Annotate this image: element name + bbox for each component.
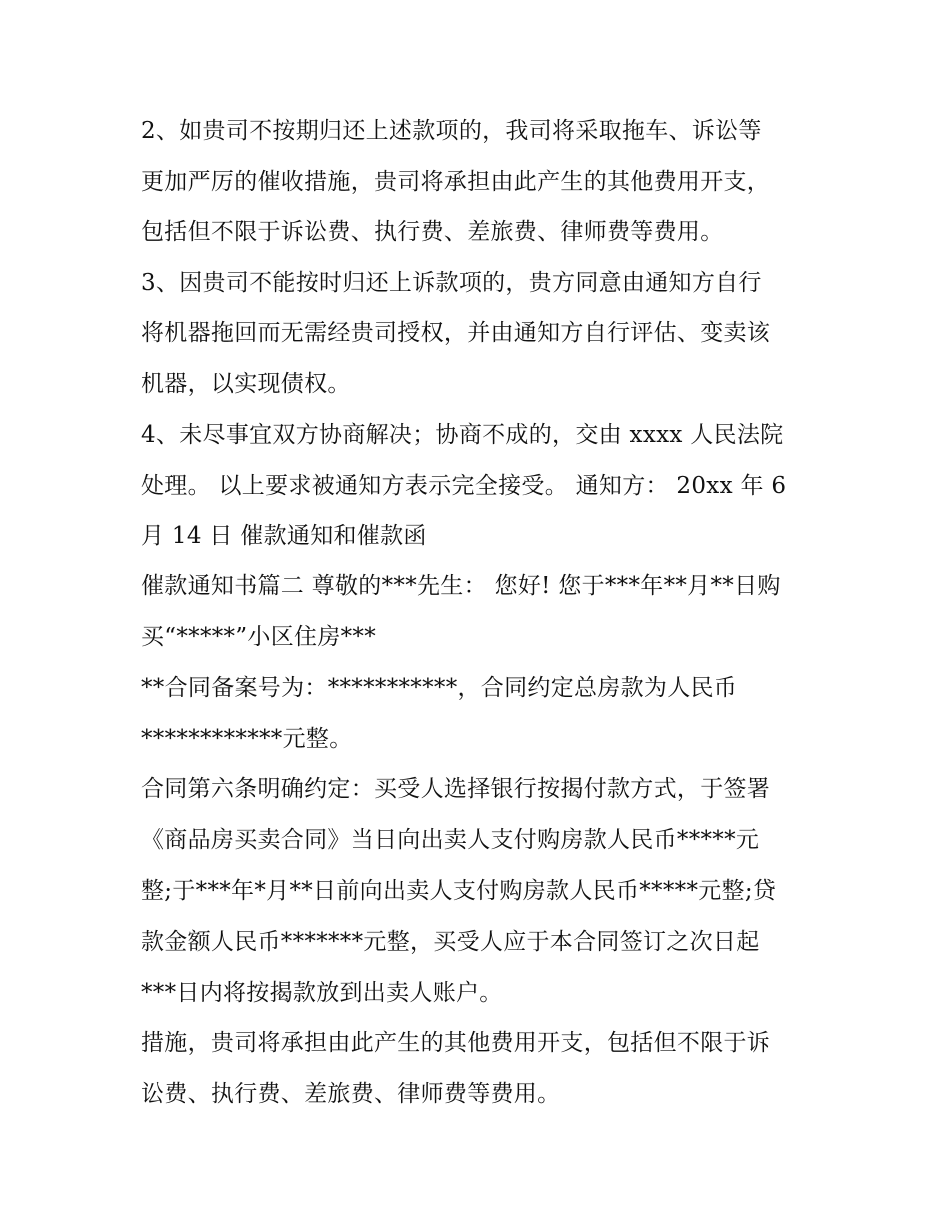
text-line: 款金额人民币*******元整，买受人应于本合同签订之次日起: [141, 929, 760, 955]
text-line: 整;于***年*月**日前向出卖人支付购房款人民币*****元整;贷: [141, 878, 777, 904]
text-line: 催款通知书篇二 尊敬的***先生： 您好! 您于***年**月**日购: [141, 573, 781, 599]
text-line: 机器，以实现债权。: [141, 371, 351, 397]
text-line: 合同第六条明确约定：买受人选择银行按揭付款方式，于签署: [141, 776, 771, 802]
text-line: ***日内将按揭款放到出卖人账户。: [141, 980, 503, 1006]
text-line: 《商品房买卖合同》当日向出卖人支付购房款人民币*****元: [141, 827, 760, 853]
text-line: 买“*****”小区住房***: [141, 624, 377, 650]
text-line: 处理。 以上要求被通知方表示完全接受。 通知方： 20xx 年 6: [141, 473, 787, 499]
text-line: 更加严厉的催收措施，贵司将承担由此产生的其他费用开支，: [141, 169, 771, 195]
text-line: 2、如贵司不按期归还上述款项的，我司将采取拖车、诉讼等: [141, 118, 762, 144]
text-line: 月 14 日 催款通知和催款函: [141, 523, 427, 549]
text-line: **合同备案号为：***********，合同约定总房款为人民币: [141, 675, 738, 701]
text-line: 措施，贵司将承担由此产生的其他费用开支，包括但不限于诉: [141, 1030, 771, 1056]
text-line: ************元整。: [141, 726, 353, 752]
text-line: 将机器拖回而无需经贵司授权，并由通知方自行评估、变卖该: [141, 320, 771, 346]
text-line: 3、因贵司不能按时归还上诉款项的，贵方同意由通知方自行: [141, 270, 762, 296]
text-line: 讼费、执行费、差旅费、律师费等费用。: [141, 1081, 561, 1107]
text-line: 4、未尽事宜双方协商解决；协商不成的，交由 xxxx 人民法院: [141, 422, 784, 448]
text-line: 包括但不限于诉讼费、执行费、差旅费、律师费等费用。: [141, 219, 724, 245]
